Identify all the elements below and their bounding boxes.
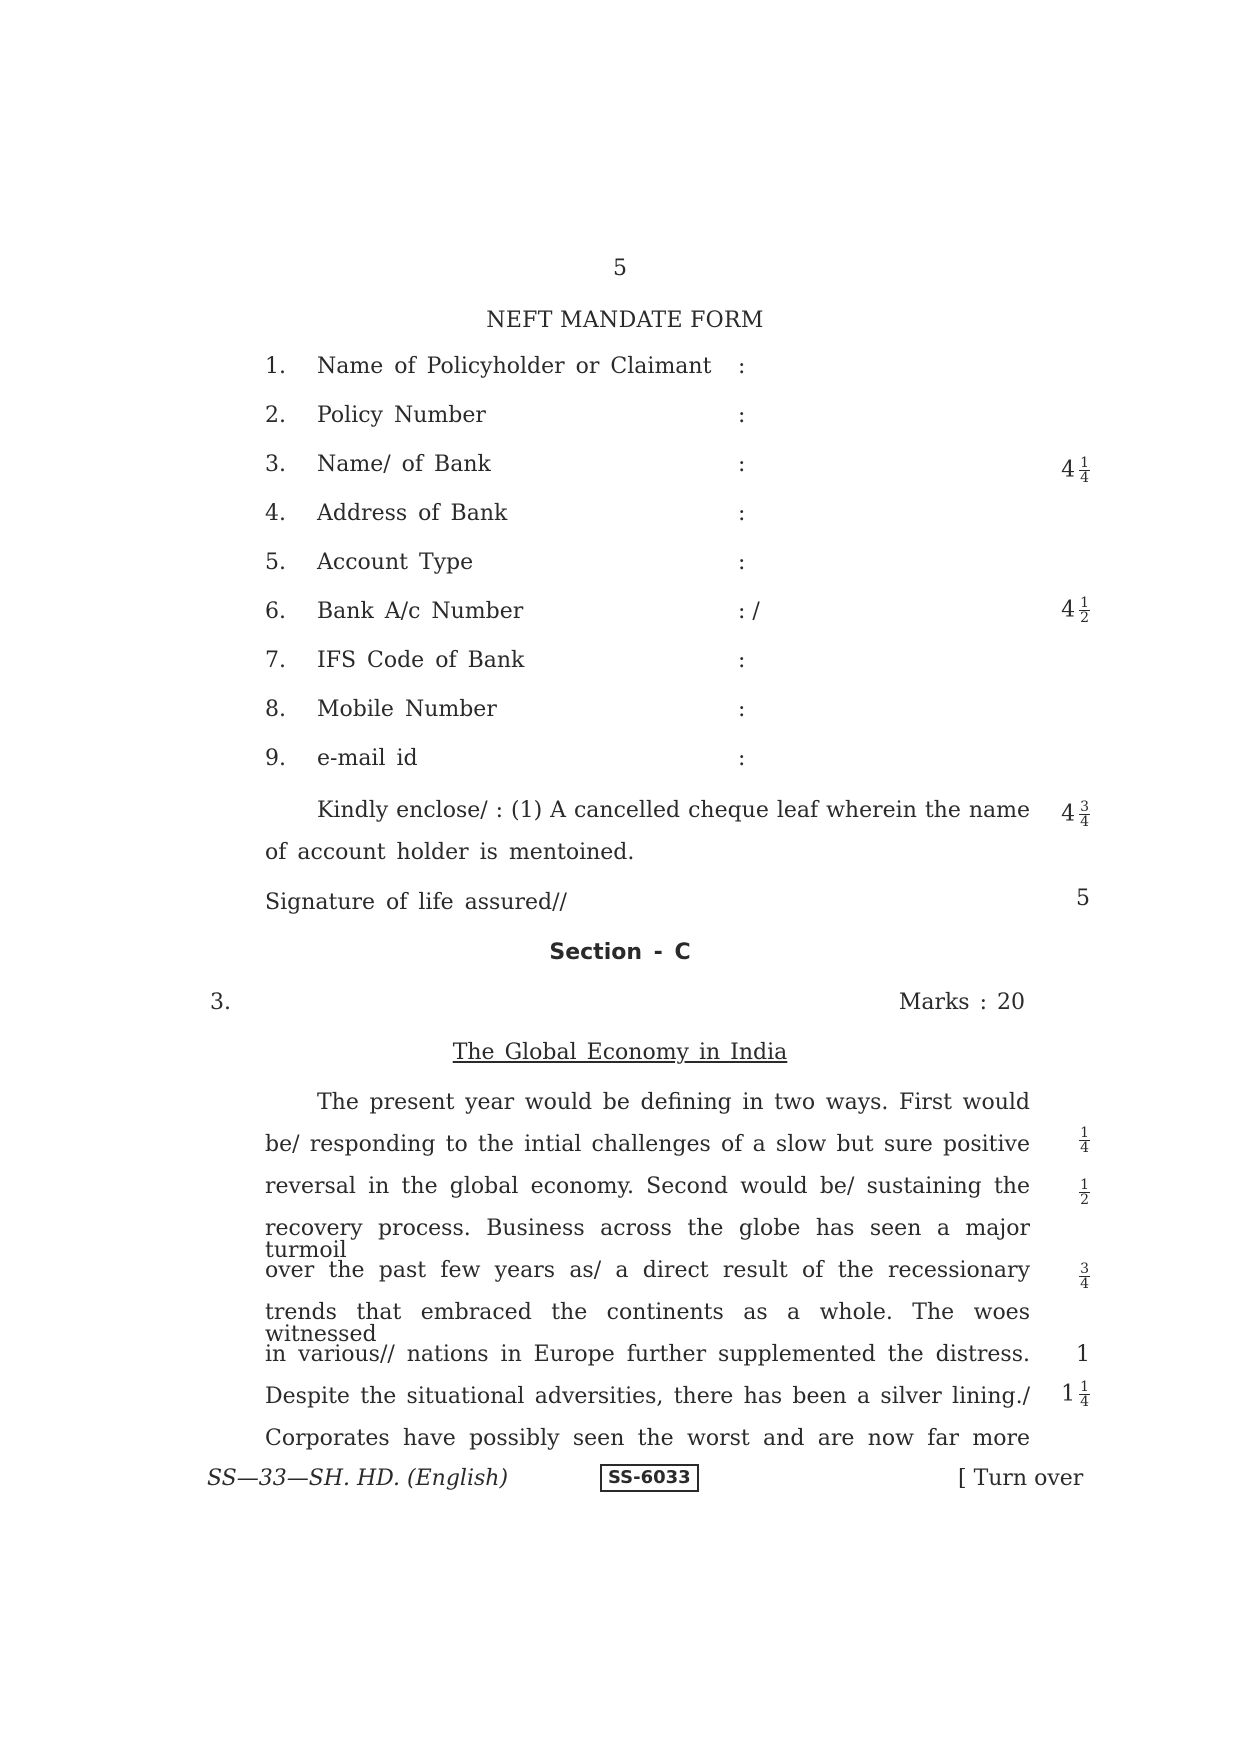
- enclose-line: of account holder is mentoined.: [265, 840, 635, 865]
- item-colon: :: [738, 452, 746, 477]
- paragraph-line: over the past few years as/ a direct result of the recessionary: [265, 1258, 1030, 1283]
- mark-whole: 4: [1061, 597, 1076, 623]
- signature-line: Signature of life assured//: [265, 890, 567, 915]
- mark-fraction: [1079, 1126, 1090, 1155]
- fraction-denominator: 2: [1080, 610, 1089, 626]
- margin-mark: [1040, 1262, 1090, 1291]
- enclose-line: Kindly enclose/ : (1) A cancelled cheque leaf wherein the name: [317, 798, 1030, 823]
- item-colon: :: [738, 550, 746, 575]
- margin-mark: [1040, 1126, 1090, 1155]
- item-number: 5.: [265, 550, 286, 575]
- item-number: 9.: [265, 746, 286, 771]
- paragraph-line: be/ responding to the intial challenges of a slow but sure positive: [265, 1132, 1030, 1157]
- item-colon: :: [738, 746, 746, 771]
- fraction-numerator: 3: [1080, 1261, 1089, 1277]
- margin-mark: [1040, 800, 1090, 829]
- footer-turn-over: [ Turn over: [958, 1466, 1084, 1491]
- mark-whole: 1: [1061, 1381, 1076, 1407]
- mark-whole: 4: [1061, 457, 1076, 483]
- mark-whole: 1: [1076, 1342, 1090, 1367]
- margin-mark: [1040, 1178, 1090, 1207]
- item-number: 1.: [265, 354, 286, 379]
- margin-mark: [1040, 1380, 1090, 1409]
- item-colon: :: [738, 403, 746, 428]
- page-number: 5: [613, 256, 627, 281]
- paragraph-line: recovery process. Business across the globe has seen a major turmoil: [265, 1216, 1030, 1263]
- mark-fraction: [1079, 596, 1090, 625]
- mark-fraction: [1079, 800, 1090, 829]
- question-number: 3.: [210, 990, 231, 1015]
- item-label: Policy Number: [317, 403, 486, 428]
- fraction-denominator: 4: [1080, 1140, 1089, 1156]
- section-title: Section - C: [549, 940, 691, 965]
- article-title: The Global Economy in India: [452, 1040, 788, 1065]
- item-label: Bank A/c Number: [317, 599, 524, 624]
- margin-mark: [1040, 596, 1090, 625]
- item-label: Account Type: [317, 550, 474, 575]
- item-label: Name of Policyholder or Claimant: [317, 354, 712, 379]
- fraction-denominator: 4: [1080, 814, 1089, 830]
- item-number: 7.: [265, 648, 286, 673]
- paragraph-line: The present year would be defining in two ways. First would: [317, 1090, 1030, 1115]
- item-label: e-mail id: [317, 746, 418, 771]
- item-label: IFS Code of Bank: [317, 648, 525, 673]
- item-label: Address of Bank: [317, 501, 508, 526]
- mark-fraction: [1079, 1178, 1090, 1207]
- mark-fraction: [1079, 1262, 1090, 1291]
- fraction-numerator: 1: [1080, 1125, 1089, 1141]
- mark-fraction: [1079, 1380, 1090, 1409]
- item-number: 3.: [265, 452, 286, 477]
- paragraph-line: trends that embraced the continents as a whole. The woes witnessed: [265, 1300, 1030, 1347]
- item-colon: :: [738, 648, 746, 673]
- fraction-denominator: 4: [1080, 1276, 1089, 1292]
- margin-mark: [1040, 456, 1090, 485]
- form-title: NEFT MANDATE FORM: [486, 308, 764, 333]
- fraction-numerator: 3: [1080, 799, 1089, 815]
- item-number: 4.: [265, 501, 286, 526]
- fraction-numerator: 1: [1080, 595, 1089, 611]
- mark-whole: 4: [1061, 801, 1076, 827]
- paragraph-line: in various// nations in Europe further supplemented the distress.: [265, 1342, 1030, 1367]
- item-colon: :: [738, 354, 746, 379]
- margin-mark: [1040, 888, 1090, 910]
- fraction-numerator: 1: [1080, 1379, 1089, 1395]
- mark-fraction: [1079, 456, 1090, 485]
- item-label: Name/ of Bank: [317, 452, 491, 477]
- paragraph-line: Corporates have possibly seen the worst and are now far more: [265, 1426, 1030, 1451]
- fraction-numerator: 1: [1080, 1177, 1089, 1193]
- fraction-denominator: 2: [1080, 1192, 1089, 1208]
- item-colon: :: [738, 501, 746, 526]
- mark-whole: 5: [1076, 886, 1090, 911]
- item-number: 2.: [265, 403, 286, 428]
- marks-text: Marks : 20: [898, 990, 1025, 1015]
- footer-boxed-code: SS-6033: [600, 1464, 699, 1492]
- item-number: 8.: [265, 697, 286, 722]
- paragraph-line: reversal in the global economy. Second would be/ sustaining the: [265, 1174, 1030, 1199]
- margin-mark: [1040, 1344, 1090, 1366]
- item-colon: : /: [738, 599, 760, 624]
- fraction-denominator: 4: [1080, 1394, 1089, 1410]
- item-number: 6.: [265, 599, 286, 624]
- footer-paper-code: SS—33—SH. HD. (English): [207, 1466, 509, 1491]
- item-colon: :: [738, 697, 746, 722]
- fraction-denominator: 4: [1080, 470, 1089, 486]
- item-label: Mobile Number: [317, 697, 497, 722]
- paragraph-line: Despite the situational adversities, there has been a silver lining./: [265, 1384, 1030, 1409]
- fraction-numerator: 1: [1080, 455, 1089, 471]
